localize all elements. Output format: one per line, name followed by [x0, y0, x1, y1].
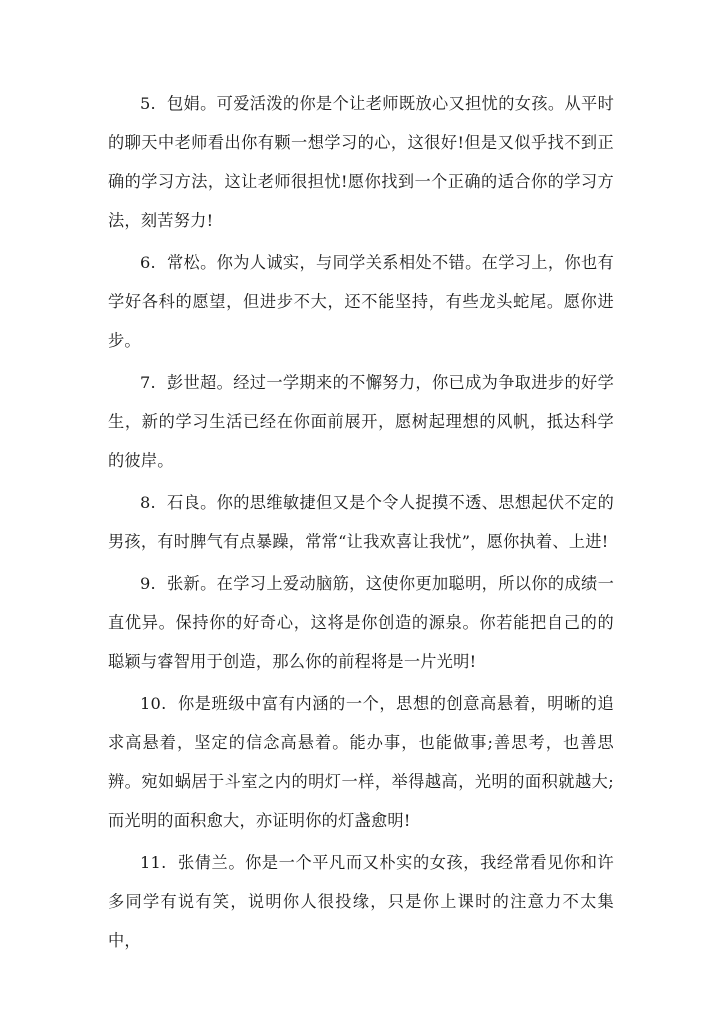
- paragraph-text: 包娟。可爱活泼的你是个让老师既放心又担忧的女孩。从平时的聊天中老师看出你有颗一想学习的心，这很好!但是又似乎找不到正确的学习方法，这让老师很担忧!愿你找到一个正确的适合你的学习方法，刻苦努力!: [108, 94, 615, 230]
- paragraph-number: 6.: [140, 253, 156, 272]
- paragraph-text: 你是班级中富有内涵的一个，思想的创意高悬着，明晰的追求高悬着，坚定的信念高悬着。能办事，也能做事;善思考，也善思辨。宛如蜗居于斗室之内的明灯一样，举得越高，光明的面积就越大;而光明的面积愈大，亦证明你的灯盏愈明!: [108, 694, 614, 830]
- paragraph-text: 彭世超。经过一学期来的不懈努力，你已成为争取进步的好学生，新的学习生活已经在你面前展开，愿树起理想的风帆，抵达科学的彼岸。: [108, 373, 615, 470]
- paragraph-number: 5.: [140, 94, 156, 113]
- paragraph-number: 7.: [140, 373, 156, 392]
- paragraph-text: 张倩兰。你是一个平凡而又朴实的女孩，我经常看见你和许多同学有说有笑，说明你人很投缘，只是你上课时的注意力不太集中，: [108, 853, 614, 950]
- paragraph-text: 石良。你的思维敏捷但又是个令人捉摸不透、思想起伏不定的男孩，有时脾气有点暴躁，常常“让我欢喜让我忧”，愿你执着、上进!: [108, 493, 615, 551]
- comment-paragraph-5: [108, 84, 614, 240]
- comment-paragraph-11: [108, 843, 614, 960]
- comment-paragraph-7: [108, 363, 614, 480]
- comment-paragraph-6: [108, 243, 614, 360]
- paragraph-text: 常松。你为人诚实，与同学关系相处不错。在学习上，你也有学好各科的愿望，但进步不大，还不能坚持，有些龙头蛇尾。愿你进步。: [108, 253, 615, 350]
- comment-paragraph-10: [108, 684, 614, 840]
- paragraph-number: 9.: [140, 574, 156, 593]
- document-body: [108, 84, 614, 963]
- paragraph-text: 张新。在学习上爱动脑筋，这使你更加聪明，所以你的成绩一直优异。保持你的好奇心，这将是你创造的源泉。你若能把自己的的聪颖与睿智用于创造，那么你的前程将是一片光明!: [108, 574, 615, 671]
- comment-paragraph-9: [108, 564, 614, 681]
- paragraph-number: 11.: [140, 853, 167, 872]
- paragraph-number: 8.: [140, 493, 156, 512]
- comment-paragraph-8: [108, 483, 614, 561]
- paragraph-number: 10.: [140, 694, 167, 713]
